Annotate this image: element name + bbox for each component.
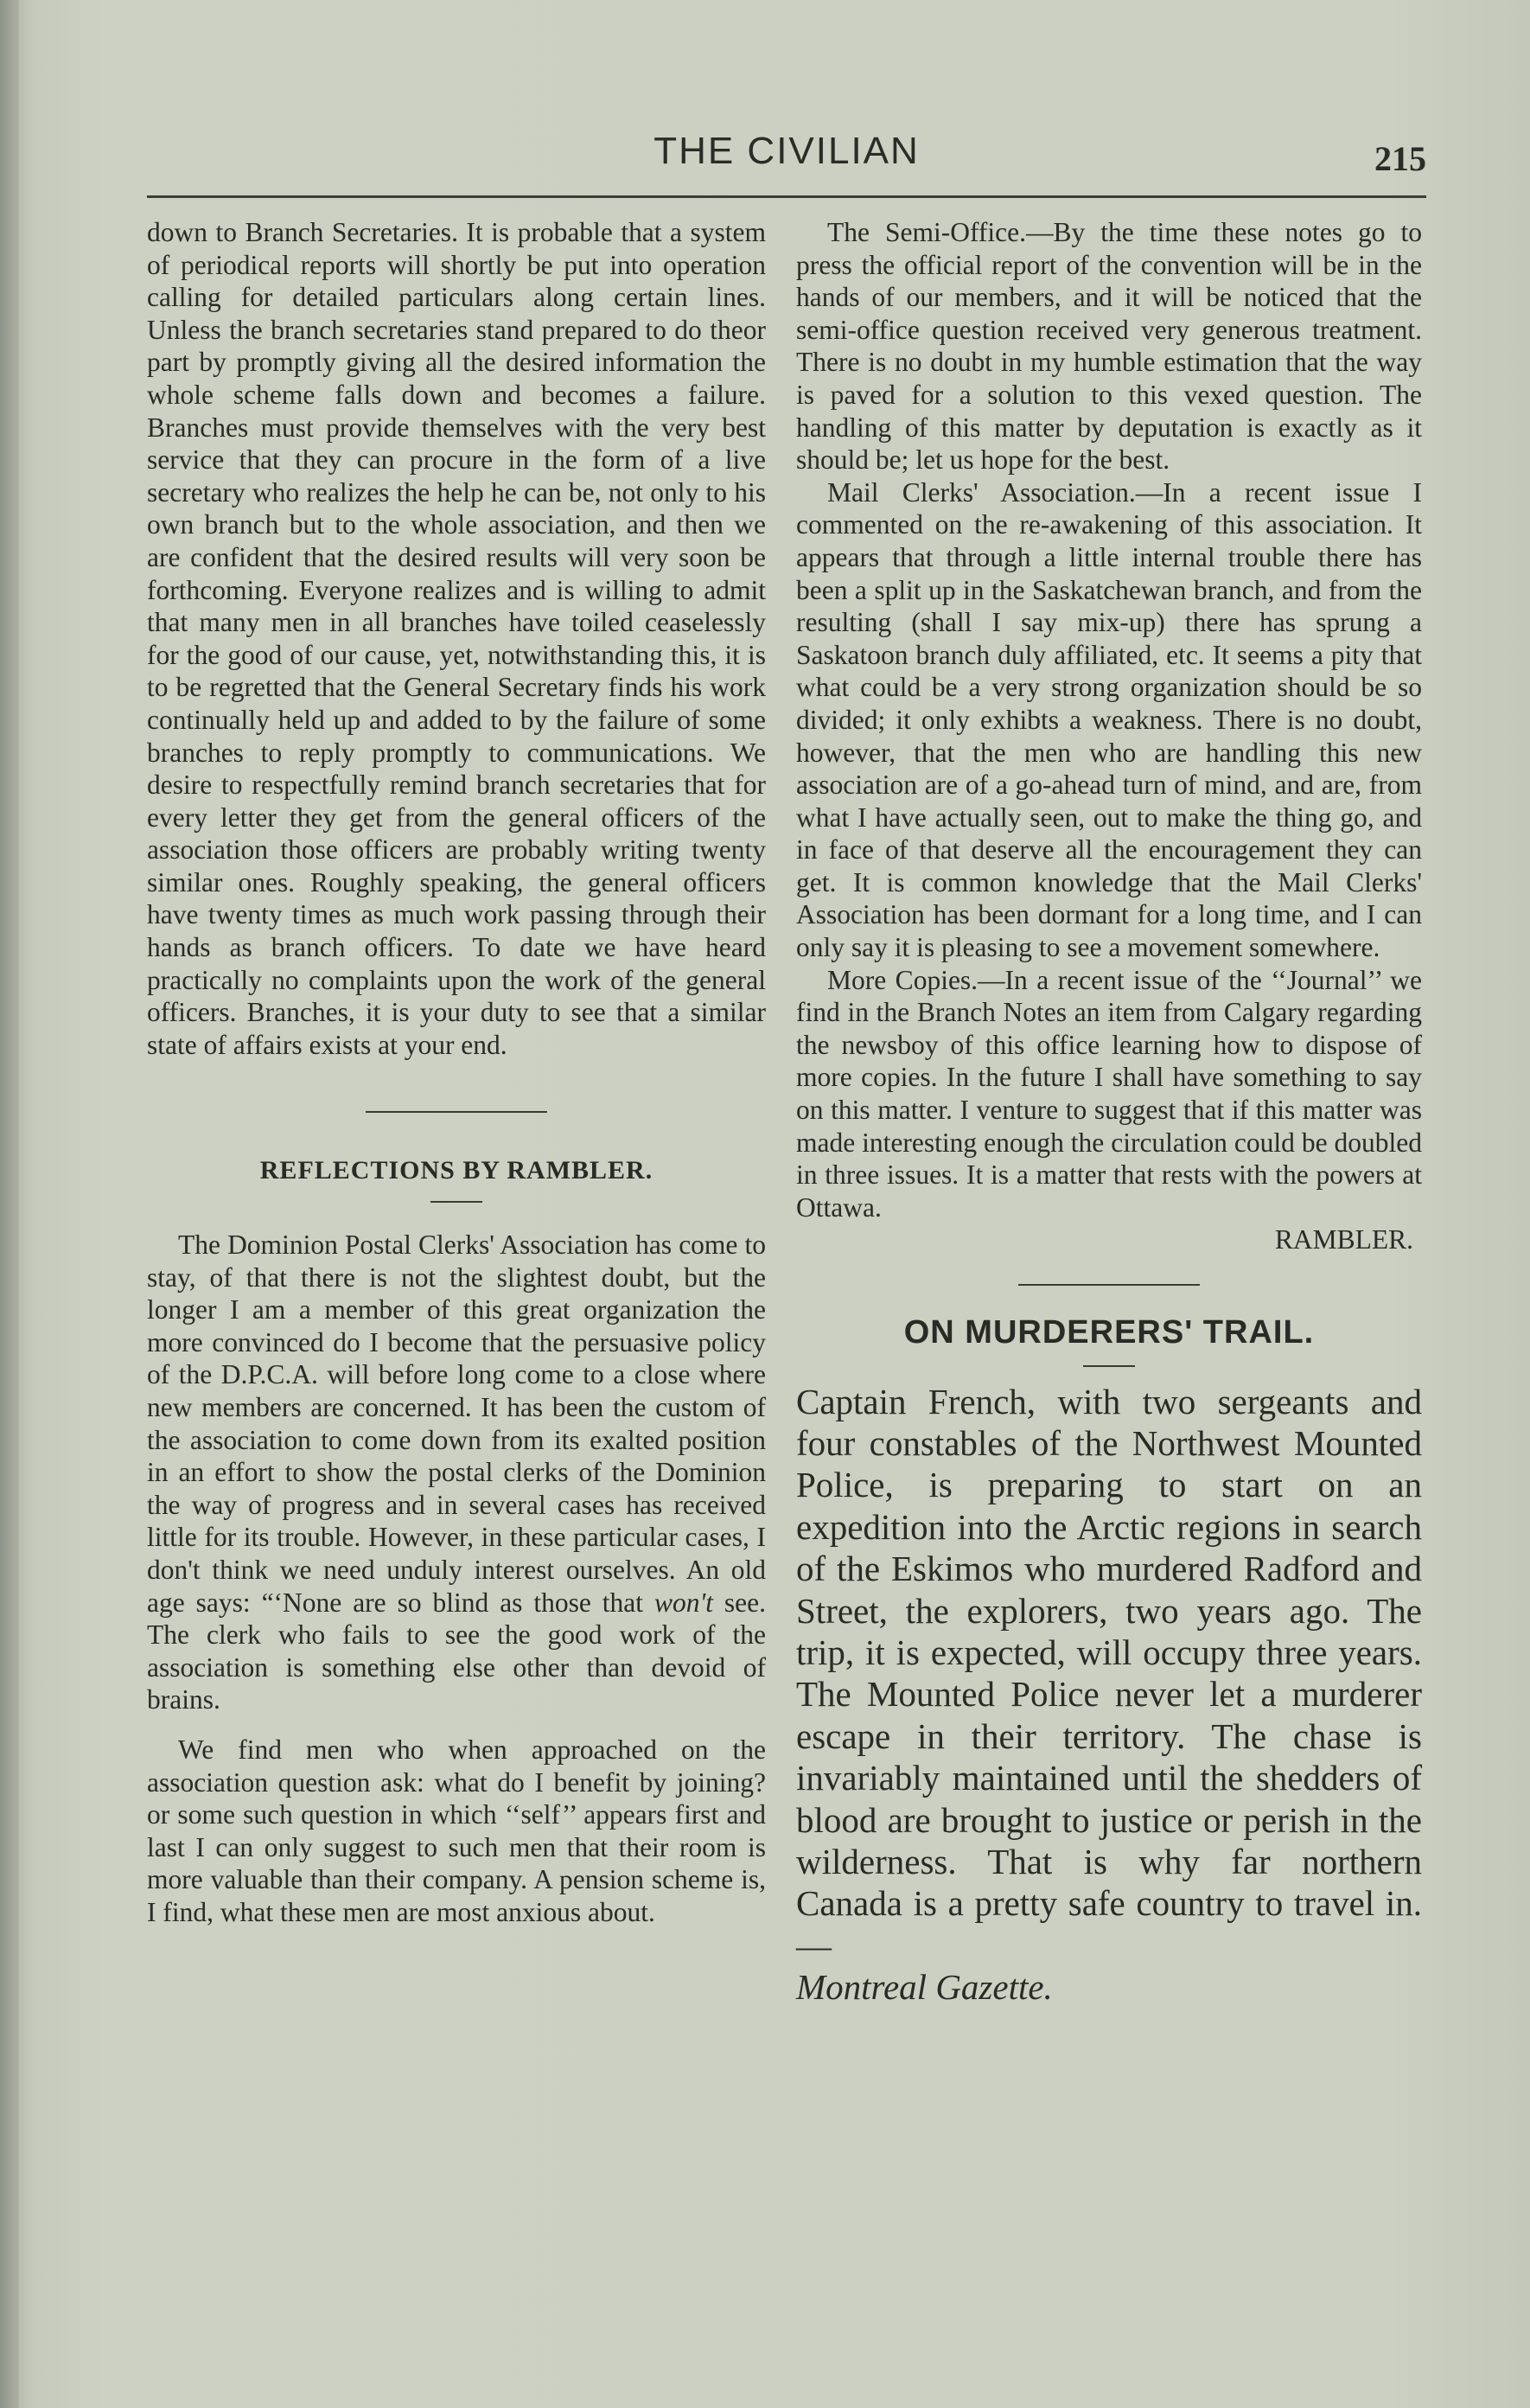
signature: RAMBLER. (1274, 1224, 1413, 1255)
page-header (147, 121, 1426, 182)
header-rule (147, 195, 1426, 198)
right-column (796, 216, 1422, 2009)
rambler-paragraph-2: We find men who when approached on the association question ask: what do I benefit by joining? or some such question in which ‘‘self’’ appears first and last I can only suggest to such men that their room is more valuable than their company. A pension scheme is, I find, what these men are most anxious about. (147, 1734, 766, 1927)
left-column (147, 216, 766, 1929)
story-heading: ON MURDERERS' TRAIL. (903, 1314, 1315, 1351)
page-number: 215 (1374, 139, 1426, 178)
binding-shadow (0, 0, 19, 2408)
semi-office-paragraph: The Semi-Office.—By the time these notes go to press the official report of the convention will be in the hands of our members, and it will be noticed that the semi-office question received very generous treatment. There is no doubt in my humble estimation that the way is paved for a solution to this vexed question. The handling of this matter by deputation is exactly as it should be; let us hope for the best. (796, 217, 1422, 476)
rambler-paragraph-1: The Dominion Postal Clerks' Association has come to stay, of that there is not the slightest doubt, but the longer I am a member of this great organization the more convinced do I become that the persuasive policy of the D.P.C.A. will before long come to a close where new members are concerned. It has been the custom of the association to come down from its exalted position in an effort to show the postal clerks of the Dominion the way of progress and in several cases has received little for its trouble. However, in these particular cases, I don't think we need unduly interest ourselves. An old age says: “‘None are so blind as those that won't see. The clerk who fails to see the good work of the association is something else other than devoid of brains. (147, 1230, 766, 1715)
mail-clerks-paragraph: Mail Clerks' Association.—In a recent issue I commented on the re-awakening of this association. It appears that through a little internal trouble there has been a split up in the Saskatchewan branch, and from the resulting (shall I say mix-up) there has sprung a Saskatoon branch duly affiliated, etc. It seems a pity that what could be a very strong organization should be so divided; it only exhibts a weakness. There is no doubt, however, that the men who are handling this new association are of a go-ahead turn of mind, and are, from what I have actually seen, out to make the thing go, and in face of that deserve all the encouragement they can get. It is common knowledge that the Mail Clerks' Association has been dormant for a long time, and I can only say it is pleasing to see a movement somewhere. (796, 476, 1422, 963)
story-text: Captain French, with two sergeants and four constables of the Northwest Mounted Police, is preparing to start on an expedition into the Arctic regions in search of the Eskimos who murdered Radford and Street, the explorers, two years ago. The trip, it is expected, will occupy three years. The Mounted Police never let a murderer escape in their territory. The chase is invariably maintained until the shedders of blood are brought to justice or perish in the wilderness. That is why far northern Canada is a pretty safe country to travel in.— Montreal Gazette. (796, 1381, 1422, 2008)
branch-secretaries-paragraph: down to Branch Secretaries. It is probable that a system of periodical reports will shortly be put into operation calling for detailed particulars along certain lines. Unless the branch secretaries stand prepared to do theor part by promptly giving all the desired information the whole scheme falls down and becomes a failure. Branches must provide themselves with the very best service that they can procure in the form of a live secretary who realizes the help he can be, not only to his own branch but to the whole association, and then we are confident that the desired results will very soon be forthcoming. Everyone realizes and is willing to admit that many men in all branches have toiled ceaselessly for the good of our cause, yet, notwithstanding this, it is to be regretted that the General Secretary finds his work continually held up and added to by the failure of some branches to reply promptly to communications. We desire to respectfully remind branch secretaries that for every letter they get from the general officers of the association those officers are probably writing twenty similar ones. Roughly speaking, the general officers have twenty times as much work passing through their hands as branch officers. To date we have heard practically no complaints upon the work of the general officers. Branches, it is your duty to see that a similar state of affairs exists at your end. (147, 217, 766, 1060)
more-copies-paragraph: More Copies.—In a recent issue of the ‘‘Journal’’ we find in the Branch Notes an item from Calgary regarding the newsboy of this office learning how to dispose of more copies. In the future I shall have something to say on this matter. I venture to suggest that if this matter was made interesting enough the circulation could be doubled in three issues. It is a matter that rests with the powers at Ottawa. (796, 964, 1422, 1223)
running-title: THE CIVILIAN (653, 130, 920, 172)
story-source: Montreal Gazette. (796, 1967, 1053, 2008)
section-heading: REFLECTIONS BY RAMBLER. (259, 1156, 653, 1185)
